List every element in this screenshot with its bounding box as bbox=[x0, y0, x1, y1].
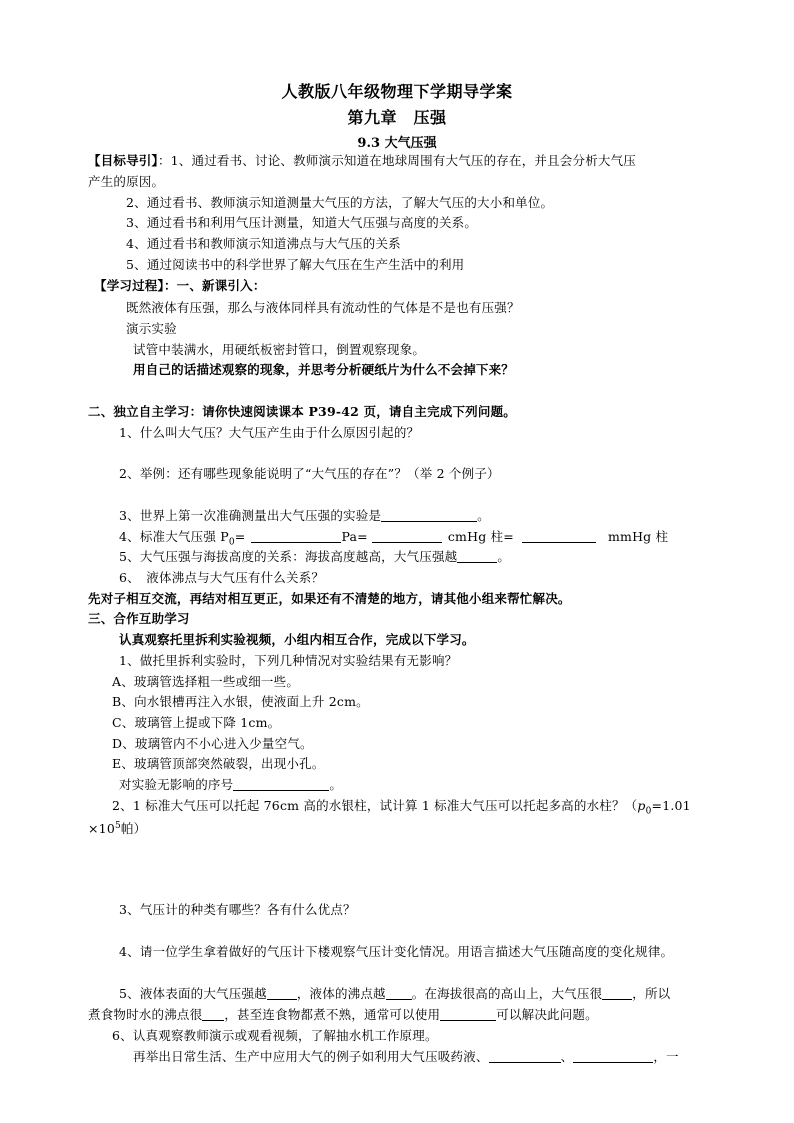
demo-text: 试管中装满水，用硬纸板密封管口，倒置观察现象。 bbox=[133, 342, 426, 357]
part3-q5-c: 。在海拔很高的高山上，大气压很 bbox=[411, 986, 603, 1001]
option-e: E、玻璃管顶部突然破裂，出现小孔。 bbox=[112, 756, 325, 771]
option-a: A、玻璃管选择粗一些或细一些。 bbox=[112, 674, 300, 689]
part3-answer-text: 对实验无影响的序号 bbox=[119, 777, 234, 792]
goal-2: 2、通过看书、教师演示知道测量大气压的方法，了解大气压的大小和单位。 bbox=[126, 195, 554, 210]
answer-blank[interactable] bbox=[457, 549, 497, 563]
process-heading bbox=[94, 277, 266, 294]
doc-title: 人教版八年级物理下学期导学案 bbox=[281, 82, 513, 101]
part3-q2-cont bbox=[88, 818, 146, 837]
part3-q5-a: 5、液体表面的大气压强越 bbox=[119, 986, 267, 1001]
chapter-title: 第九章 压强 bbox=[347, 108, 447, 127]
part2-q4-text: 4、标准大气压强 P bbox=[119, 529, 229, 544]
answer-blank[interactable] bbox=[440, 1007, 496, 1021]
part1-title: ：一、新课引入： bbox=[163, 278, 266, 293]
part2-q4-cmhg: cmHg 柱= bbox=[447, 529, 514, 544]
part2-q3-end: 。 bbox=[477, 508, 490, 523]
part3-q3: 3、气压计的种类有哪些？各有什么优点？ bbox=[119, 902, 356, 917]
part3-q1: 1、做托里拆利实验时，下列几种情况对实验结果有无影响？ bbox=[119, 653, 458, 668]
part3-q2-sub: 0 bbox=[645, 806, 652, 817]
part3-q5-e: 煮食物时水的沸点很 bbox=[88, 1007, 203, 1022]
part3-q6-text: 再举出日常生活、生产中应用大气的例子如利用大气压吸药液、 bbox=[133, 1049, 489, 1064]
part3-title: 三、合作互助学习 bbox=[88, 611, 190, 626]
goal-1: ：1、通过看书、讨论、教师演示知道在地球周围有大气压的存在，并且会分析大气压 bbox=[157, 153, 637, 168]
part3-q5-b: ，液体的沸点越 bbox=[296, 986, 386, 1001]
answer-blank[interactable] bbox=[489, 1049, 561, 1063]
goals-label: 【目标导引】 bbox=[88, 153, 158, 168]
part3-q6: 6、认真观察教师演示或观看视频，了解抽水机工作原理。 bbox=[112, 1028, 438, 1043]
goal-5: 5、通过阅读书中的科学世界了解大气压在生产生活中的利用 bbox=[126, 257, 465, 272]
part3-q5 bbox=[119, 985, 670, 1002]
part3-q2 bbox=[112, 797, 691, 821]
part3-answer-end: 。 bbox=[329, 777, 343, 792]
part2-q5-end: 。 bbox=[497, 549, 511, 564]
goals-line-1 bbox=[88, 152, 636, 169]
part2-q1: 1、什么叫大气压？大气压产生由于什么原因引起的？ bbox=[119, 425, 420, 440]
part3-q6-sep: 、 bbox=[560, 1049, 574, 1064]
answer-blank[interactable] bbox=[233, 777, 329, 791]
part2-q5 bbox=[119, 548, 510, 565]
answer-blank[interactable] bbox=[381, 508, 477, 522]
part2-q3-text: 3、世界上第一次准确测量出大气压强的实验是 bbox=[119, 508, 382, 523]
part3-q5-cont bbox=[88, 1006, 598, 1023]
intro-question: 既然液体有压强，那么与液体同样具有流动性的气体是不是也有压强？ bbox=[126, 300, 520, 315]
part3-answer bbox=[119, 776, 342, 793]
part2-q6: 6、 液体沸点与大气压有什么关系？ bbox=[119, 570, 325, 585]
part3-q2-sup: 5 bbox=[114, 821, 121, 831]
part2-q2: 2、举例：还有哪些现象能说明了“大气压的存在”？（举 2 个例子） bbox=[119, 466, 500, 481]
answer-blank[interactable] bbox=[267, 986, 297, 1000]
option-b: B、向水银槽再注入水银，使液面上升 2cm。 bbox=[112, 694, 369, 709]
part2-summary: 先对子相互交流，再结对相互更正，如果还有不清楚的地方，请其他小组来帮忙解决。 bbox=[88, 591, 571, 606]
part2-title: 二、独立自主学习：请你快速阅读课本 P39-42 页，请自主完成下列问题。 bbox=[88, 404, 516, 419]
part3-q5-d: ，所以 bbox=[632, 986, 671, 1001]
part2-q4-sub: 0 bbox=[228, 537, 235, 548]
answer-blank[interactable] bbox=[573, 1049, 653, 1063]
goal-4: 4、通过看书和教师演示知道沸点与大气压的关系 bbox=[126, 236, 401, 251]
option-c: C、玻璃管上提或下降 1cm。 bbox=[112, 715, 281, 730]
answer-blank[interactable] bbox=[202, 1007, 224, 1021]
part3-q6-examples bbox=[133, 1048, 679, 1065]
part2-q4-eq: = bbox=[234, 529, 246, 544]
answer-blank[interactable] bbox=[602, 986, 632, 1000]
part3-q2-exp: ×10 bbox=[88, 821, 115, 837]
answer-blank[interactable] bbox=[372, 529, 442, 543]
demo-task: 用自己的话描述观察的现象，并思考分析硬纸片为什么不会掉下来？ bbox=[133, 362, 515, 377]
part3-q2-val: =1.01 bbox=[651, 798, 691, 813]
part2-q4-mmhg: mmHg 柱 bbox=[607, 529, 669, 544]
goal-3: 3、通过看书和利用气压计测量，知道大气压强与高度的关系。 bbox=[126, 215, 478, 230]
option-d: D、玻璃管内不小心进入少量空气。 bbox=[112, 736, 313, 751]
part3-q5-g: 可以解决此问题。 bbox=[496, 1007, 598, 1022]
part2-q4-pa: Pa= bbox=[341, 529, 368, 544]
part2-q3 bbox=[119, 507, 490, 524]
part3-q5-f: ，甚至连食物都煮不熟，通常可以使用 bbox=[224, 1007, 441, 1022]
answer-blank[interactable] bbox=[386, 986, 412, 1000]
part2-q5-text: 5、大气压强与海拔高度的关系：海拔高度越高，大气压强越 bbox=[119, 549, 458, 564]
answer-blank[interactable] bbox=[522, 529, 596, 543]
process-label: 【学习过程】 bbox=[94, 278, 164, 293]
section-title: 9.3 大气压强 bbox=[357, 136, 437, 151]
part3-intro: 认真观察托里拆利实验视频，小组内相互合作，完成以下学习。 bbox=[119, 632, 475, 647]
demo-label: 演示实验 bbox=[126, 321, 177, 336]
part3-q2-text: 2、1 标准大气压可以托起 76cm 高的水银柱，试计算 1 标准大气压可以托起多高的水柱？（ bbox=[112, 798, 638, 813]
answer-blank[interactable] bbox=[251, 529, 341, 543]
part3-q4: 4、请一位学生拿着做好的气压计下楼观察气压计变化情况。用语言描述大气压随高度的变化规律。 bbox=[119, 944, 674, 959]
part3-q2-p: p bbox=[637, 798, 646, 813]
goal-1-cont: 产生的原因。 bbox=[88, 174, 165, 189]
part3-q6-end: ，一 bbox=[653, 1049, 679, 1064]
part3-q2-unit: 帕） bbox=[120, 821, 147, 837]
